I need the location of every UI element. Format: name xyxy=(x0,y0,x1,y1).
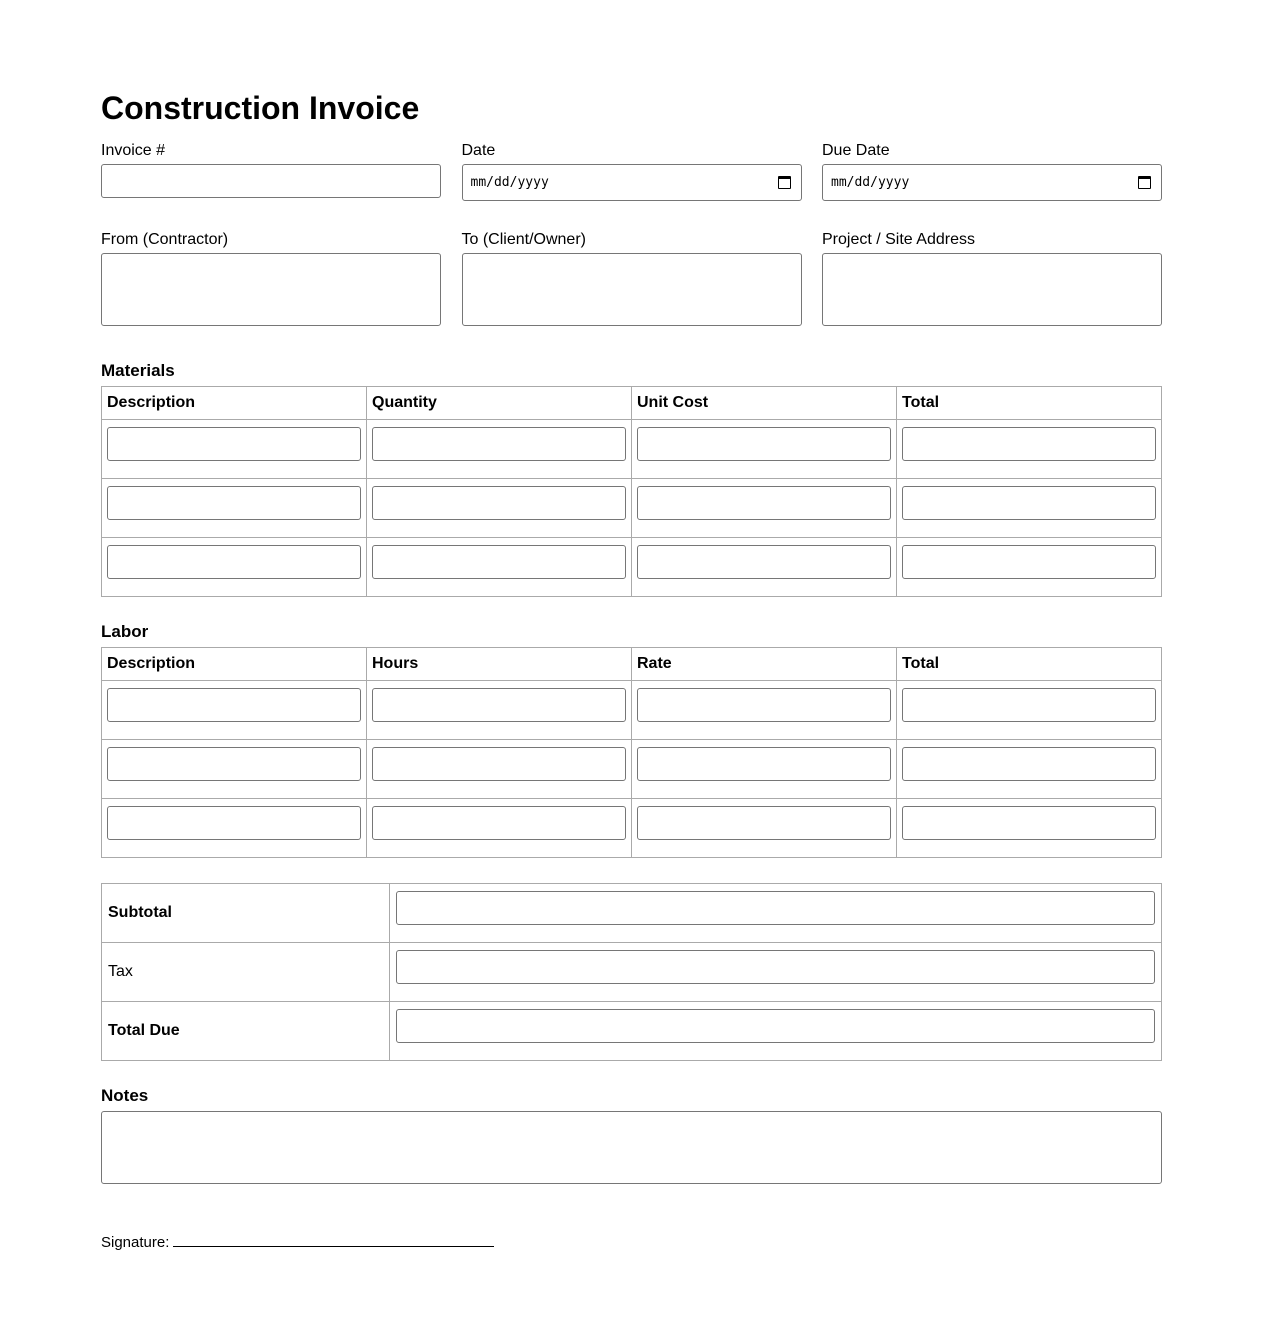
material-description-input[interactable] xyxy=(107,427,361,461)
labor-heading: Labor xyxy=(101,622,149,641)
column-header-rate: Rate xyxy=(632,648,897,681)
table-header-row xyxy=(102,387,1162,420)
material-total-input[interactable] xyxy=(902,486,1156,520)
labor-rate-input[interactable] xyxy=(637,747,891,781)
material-unit-cost-input[interactable] xyxy=(637,545,891,579)
invoice-number-label: Invoice # xyxy=(101,142,166,159)
table-row xyxy=(102,479,1162,538)
to-client-label: To (Client/Owner) xyxy=(461,231,586,248)
table-row xyxy=(102,681,1162,740)
tax-input[interactable] xyxy=(396,950,1155,984)
table-row xyxy=(102,740,1162,799)
labor-description-input[interactable] xyxy=(107,747,361,781)
totals-table xyxy=(101,883,1162,1061)
table-row xyxy=(102,538,1162,597)
from-contractor-label: From (Contractor) xyxy=(101,231,229,248)
total-due-label: Total Due xyxy=(102,1002,390,1061)
material-quantity-input[interactable] xyxy=(372,486,626,520)
labor-rate-input[interactable] xyxy=(637,688,891,722)
material-unit-cost-input[interactable] xyxy=(637,427,891,461)
notes-textarea[interactable] xyxy=(101,1111,1162,1184)
signature-blank xyxy=(173,1233,494,1247)
invoice-number-input[interactable] xyxy=(101,164,441,198)
date-label: Date xyxy=(461,142,496,159)
labor-hours-input[interactable] xyxy=(372,806,626,840)
table-row xyxy=(102,799,1162,858)
subtotal-label: Subtotal xyxy=(102,884,390,943)
to-client-textarea[interactable] xyxy=(462,253,802,326)
parties-row xyxy=(101,231,1162,326)
material-description-input[interactable] xyxy=(107,545,361,579)
labor-total-input[interactable] xyxy=(902,688,1156,722)
from-contractor-field xyxy=(101,231,441,326)
date-field xyxy=(462,142,802,201)
material-quantity-input[interactable] xyxy=(372,545,626,579)
total-due-row xyxy=(102,1002,1162,1061)
table-header-row xyxy=(102,648,1162,681)
column-header-unit-cost: Unit Cost xyxy=(632,387,897,420)
to-client-field xyxy=(462,231,802,326)
from-contractor-textarea[interactable] xyxy=(101,253,441,326)
material-total-input[interactable] xyxy=(902,545,1156,579)
invoice-meta-row xyxy=(101,142,1162,201)
subtotal-row xyxy=(102,884,1162,943)
calendar-icon[interactable] xyxy=(1138,176,1151,189)
labor-hours-input[interactable] xyxy=(372,688,626,722)
tax-label: Tax xyxy=(102,943,390,1002)
invoice-number-field xyxy=(101,142,441,201)
column-header-total: Total xyxy=(897,387,1162,420)
column-header-description: Description xyxy=(102,648,367,681)
tax-row xyxy=(102,943,1162,1002)
labor-total-input[interactable] xyxy=(902,747,1156,781)
due-date-input[interactable] xyxy=(822,164,1162,201)
column-header-quantity: Quantity xyxy=(367,387,632,420)
site-address-field xyxy=(822,231,1162,326)
column-header-hours: Hours xyxy=(367,648,632,681)
due-date-placeholder: mm/dd/yyyy xyxy=(831,175,910,190)
labor-description-input[interactable] xyxy=(107,806,361,840)
due-date-field xyxy=(822,142,1162,201)
material-quantity-input[interactable] xyxy=(372,427,626,461)
date-placeholder: mm/dd/yyyy xyxy=(470,175,549,190)
labor-hours-input[interactable] xyxy=(372,747,626,781)
materials-table xyxy=(101,386,1162,597)
date-input[interactable] xyxy=(462,164,802,201)
labor-description-input[interactable] xyxy=(107,688,361,722)
signature-label: Signature: xyxy=(101,1234,170,1251)
subtotal-input[interactable] xyxy=(396,891,1155,925)
table-row xyxy=(102,420,1162,479)
column-header-total: Total xyxy=(897,648,1162,681)
page-title: Construction Invoice xyxy=(101,90,420,126)
signature-line xyxy=(101,1233,494,1252)
materials-heading: Materials xyxy=(101,361,175,380)
due-date-label: Due Date xyxy=(822,142,890,159)
total-due-input[interactable] xyxy=(396,1009,1155,1043)
material-description-input[interactable] xyxy=(107,486,361,520)
site-address-label: Project / Site Address xyxy=(822,231,975,248)
column-header-description: Description xyxy=(102,387,367,420)
notes-heading: Notes xyxy=(101,1086,149,1105)
material-total-input[interactable] xyxy=(902,427,1156,461)
material-unit-cost-input[interactable] xyxy=(637,486,891,520)
labor-total-input[interactable] xyxy=(902,806,1156,840)
site-address-textarea[interactable] xyxy=(822,253,1162,326)
calendar-icon[interactable] xyxy=(778,176,791,189)
labor-table xyxy=(101,647,1162,858)
labor-rate-input[interactable] xyxy=(637,806,891,840)
